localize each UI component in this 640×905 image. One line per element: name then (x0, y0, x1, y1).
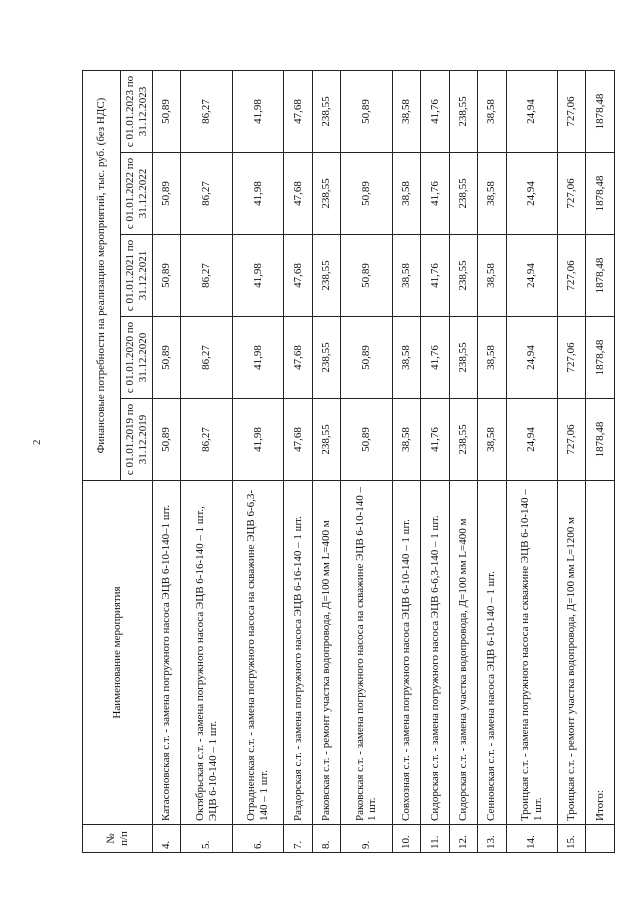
total-value: 1878,48 (586, 153, 615, 235)
header-name: Наименование мероприятия (83, 481, 153, 825)
row-number: 11. (421, 825, 449, 853)
row-value: 47,68 (284, 317, 312, 399)
row-value: 38,58 (392, 70, 420, 152)
finance-table (82, 70, 615, 853)
row-name: Троицкая с.т. - ремонт участка водопровода, Д=100 мм L=1200 м (557, 481, 585, 825)
row-value: 38,58 (478, 399, 506, 481)
row-value: 238,55 (449, 70, 477, 152)
row-value: 50,89 (341, 317, 392, 399)
row-value: 41,98 (232, 153, 283, 235)
header-finance-title: Финансовые потребности на реализацию мероприятий, тыс. руб. (без НДС) (83, 70, 121, 480)
row-value: 50,89 (153, 399, 181, 481)
table-row (181, 70, 232, 852)
row-value: 50,89 (153, 235, 181, 317)
row-value: 727,06 (557, 399, 585, 481)
row-value: 41,76 (421, 153, 449, 235)
row-value: 24,94 (506, 70, 557, 152)
header-period: с 01.01.2021 по 31.12.2021 (121, 235, 153, 317)
row-value: 50,89 (153, 70, 181, 152)
header-num: № п/п (83, 825, 153, 853)
row-name: Троицкая с.т. - замена погружного насоса на скважине ЭЦВ 6-10-140 – 1 шт. (506, 481, 557, 825)
row-value: 238,55 (312, 235, 340, 317)
total-row (586, 70, 615, 852)
row-value: 50,89 (341, 153, 392, 235)
row-value: 38,58 (392, 235, 420, 317)
row-value: 238,55 (312, 399, 340, 481)
row-value: 50,89 (341, 235, 392, 317)
row-value: 38,58 (478, 153, 506, 235)
row-name: Совхозная с.т. - замена погружного насоса ЭЦВ 6-10-140 – 1 шт. (392, 481, 420, 825)
row-value: 38,58 (478, 235, 506, 317)
row-value: 238,55 (449, 235, 477, 317)
table-row (153, 70, 181, 852)
table-row (506, 70, 557, 852)
table-row (557, 70, 585, 852)
row-value: 238,55 (449, 399, 477, 481)
row-number: 6. (232, 825, 283, 853)
row-number: 14. (506, 825, 557, 853)
row-value: 238,55 (312, 317, 340, 399)
row-value: 47,68 (284, 70, 312, 152)
row-value: 238,55 (449, 153, 477, 235)
table-row (284, 70, 312, 852)
total-number-cell (586, 825, 615, 853)
row-value: 38,58 (392, 399, 420, 481)
table-row (392, 70, 420, 852)
row-value: 50,89 (341, 399, 392, 481)
row-name: Катасоновская с.т. - замена погружного насоса ЭЦВ 6-10-140–1 шт. (153, 481, 181, 825)
row-value: 24,94 (506, 235, 557, 317)
row-number: 9. (341, 825, 392, 853)
row-value: 86,27 (181, 70, 232, 152)
row-number: 4. (153, 825, 181, 853)
row-number: 13. (478, 825, 506, 853)
row-name: Сидорская с.т. - замена участка водопровода, Д=100 мм L=400 м (449, 481, 477, 825)
row-value: 86,27 (181, 399, 232, 481)
table-row (421, 70, 449, 852)
row-number: 10. (392, 825, 420, 853)
rotated-table-container (82, 71, 615, 853)
row-value: 41,98 (232, 70, 283, 152)
row-value: 727,06 (557, 235, 585, 317)
row-value: 41,98 (232, 399, 283, 481)
table-row (478, 70, 506, 852)
row-value: 24,94 (506, 153, 557, 235)
row-value: 38,58 (392, 317, 420, 399)
row-value: 238,55 (449, 317, 477, 399)
table-row (341, 70, 392, 852)
row-value: 238,55 (312, 70, 340, 152)
total-value: 1878,48 (586, 235, 615, 317)
row-name: Раковская с.т. - замена погружного насоса на скважине ЭЦВ 6-10-140 – 1 шт. (341, 481, 392, 825)
table-row (232, 70, 283, 852)
row-number: 7. (284, 825, 312, 853)
row-value: 50,89 (153, 153, 181, 235)
row-name: Раковская с.т. - ремонт участка водопровода, Д=100 мм L=400 м (312, 481, 340, 825)
table-row (312, 70, 340, 852)
header-period: с 01.01.2020 по 31.12.2020 (121, 317, 153, 399)
row-value: 238,55 (312, 153, 340, 235)
row-value: 41,76 (421, 399, 449, 481)
total-value: 1878,48 (586, 70, 615, 152)
header-period: с 01.01.2019 по 31.12.2019 (121, 399, 153, 481)
row-value: 727,06 (557, 70, 585, 152)
row-name: Октябрьская с.т. - замена погружного насоса ЭЦВ 6-16-140 – 1 шт., ЭЦВ 6-10-140 – 1 шт. (181, 481, 232, 825)
row-value: 24,94 (506, 399, 557, 481)
row-value: 38,58 (478, 70, 506, 152)
total-value: 1878,48 (586, 317, 615, 399)
row-name: Отрадненская с.т. - замена погружного насоса на скважине ЭЦВ 6-6,3-140 – 1 шт. (232, 481, 283, 825)
row-number: 5. (181, 825, 232, 853)
row-value: 50,89 (153, 317, 181, 399)
table-row (449, 70, 477, 852)
row-value: 47,68 (284, 153, 312, 235)
row-value: 727,06 (557, 317, 585, 399)
row-value: 47,68 (284, 235, 312, 317)
row-value: 47,68 (284, 399, 312, 481)
row-value: 86,27 (181, 317, 232, 399)
header-period: с 01.01.2022 по 31.12.2022 (121, 153, 153, 235)
row-value: 86,27 (181, 235, 232, 317)
row-value: 41,98 (232, 317, 283, 399)
row-number: 12. (449, 825, 477, 853)
row-value: 50,89 (341, 70, 392, 152)
row-name: Сидорская с.т. - замена погружного насоса ЭЦВ 6-6,3-140 – 1 шт. (421, 481, 449, 825)
page-number: 2 (31, 439, 43, 445)
row-value: 41,76 (421, 317, 449, 399)
row-value: 24,94 (506, 317, 557, 399)
row-name: Сенновская с.т. - замена насоса ЭЦВ 6-10-140 – 1 шт. (478, 481, 506, 825)
total-value: 1878,48 (586, 399, 615, 481)
header-period: с 01.01.2023 по 31.12.2023 (121, 70, 153, 152)
row-number: 15. (557, 825, 585, 853)
row-value: 38,58 (478, 317, 506, 399)
total-label: Итого: (586, 481, 615, 825)
row-value: 86,27 (181, 153, 232, 235)
row-name: Раздорская с.т. - замена погружного насоса ЭЦВ 6-16-140 – 1 шт. (284, 481, 312, 825)
row-value: 41,98 (232, 235, 283, 317)
row-value: 727,06 (557, 153, 585, 235)
row-value: 38,58 (392, 153, 420, 235)
row-value: 41,76 (421, 235, 449, 317)
row-value: 41,76 (421, 70, 449, 152)
row-number: 8. (312, 825, 340, 853)
